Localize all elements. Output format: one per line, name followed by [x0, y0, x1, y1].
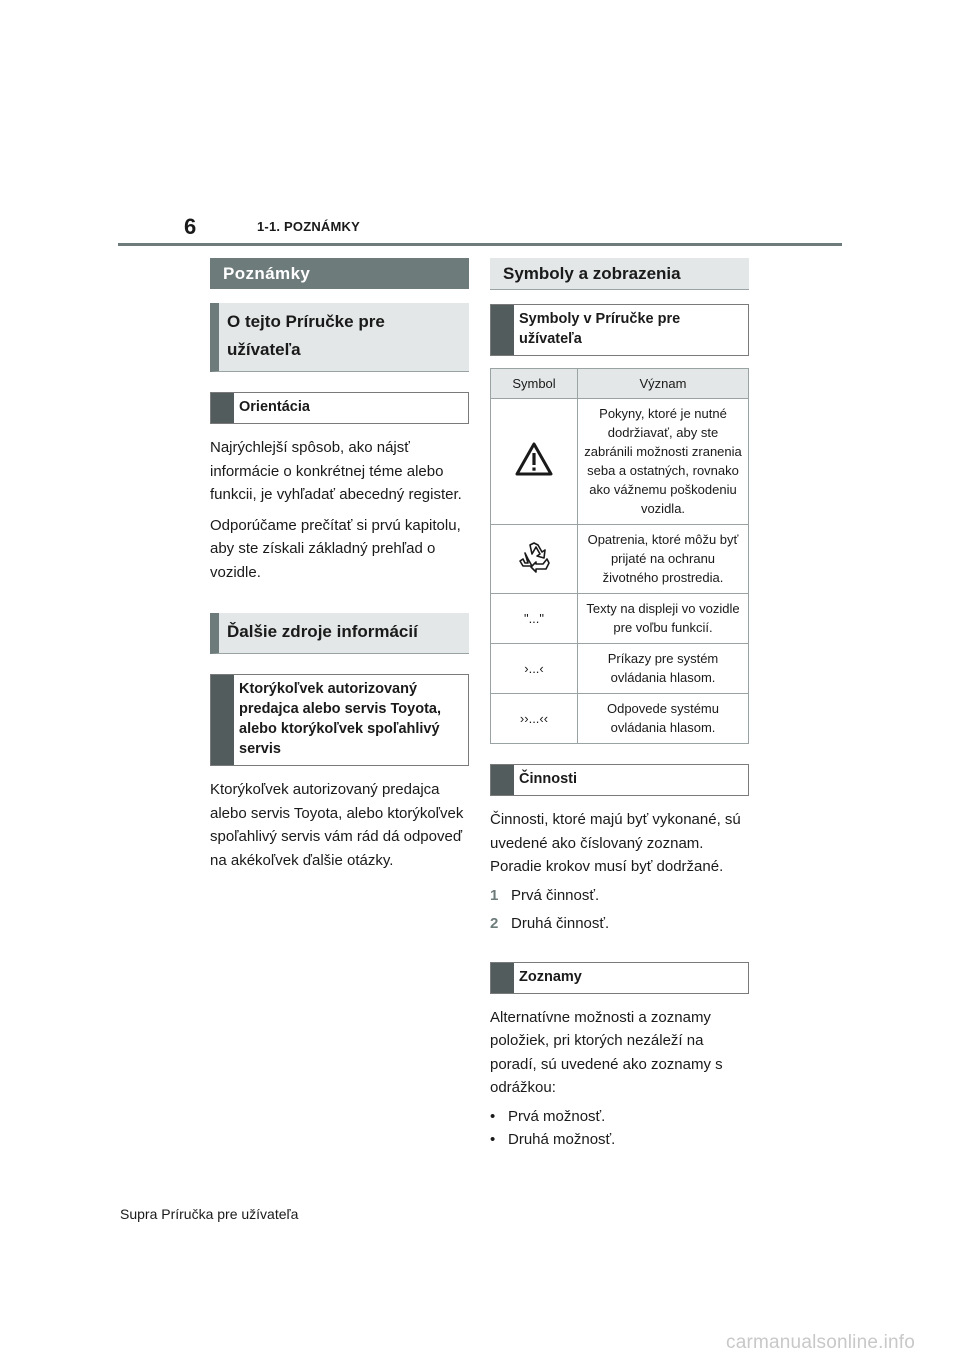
- list-item-text: Druhá možnosť.: [508, 1130, 616, 1148]
- table-row: [491, 399, 749, 525]
- symbols-table: [490, 368, 749, 744]
- right-column: [490, 258, 749, 1151]
- bullet-char: •: [490, 1107, 496, 1125]
- table-header-row: [491, 369, 749, 399]
- table-row: [491, 594, 749, 644]
- topic-bar: [491, 765, 514, 795]
- table-row: [491, 694, 749, 744]
- table-cell-meaning: Opatrenia, ktoré môžu byť prijaté na ochranu životného prostredia.: [578, 525, 749, 594]
- topic-bar: [491, 963, 514, 993]
- section-title-poznamky: Poznámky: [210, 258, 469, 289]
- step-item: [490, 884, 749, 907]
- left-column: [210, 258, 469, 879]
- table-header-meaning: Význam: [578, 369, 749, 399]
- topic-box-orientation: [210, 392, 469, 424]
- table-cell-symbol: ››...‹‹: [491, 694, 578, 744]
- table-header-symbol: Symbol: [491, 369, 578, 399]
- topic-bar: [211, 675, 234, 765]
- watermark: carmanualsonline.info: [726, 1332, 916, 1353]
- table-row: [491, 644, 749, 694]
- chapter-title: 1-1. POZNÁMKY: [257, 219, 361, 234]
- recycle-icon: [516, 539, 552, 575]
- topic-title: Ktorýkoľvek autorizovaný predajca alebo servis Toyota, alebo ktorýkoľvek spoľahlivý servis: [239, 681, 442, 757]
- topic-title: Symboly v Príručke pre užívateľa: [519, 311, 681, 347]
- topic-bar: [211, 393, 234, 423]
- topic-title: Činnosti: [519, 771, 577, 787]
- topic-box-symbols: [490, 304, 749, 356]
- page-number: 6: [184, 214, 197, 239]
- header-divider: [118, 243, 842, 246]
- topic-bar: [491, 305, 514, 355]
- topic-box-actions: [490, 764, 749, 796]
- bullet-char: •: [490, 1130, 496, 1148]
- step-item: [490, 912, 749, 935]
- warning-triangle-icon: [515, 442, 553, 476]
- table-cell-symbol: ›...‹: [491, 644, 578, 694]
- table-row: [491, 525, 749, 594]
- topic-title: Orientácia: [239, 399, 310, 415]
- paragraph: Odporúčame prečítať si prvú kapitolu, aby ste získali základný prehľad o vozidle.: [210, 516, 461, 581]
- paragraph: Ktorýkoľvek autorizovaný predajca alebo servis Toyota, alebo ktorýkoľvek spoľahlivý servis vám rád dá odpoveď na akékoľvek ďalšie otázky.: [210, 781, 464, 869]
- footer-title: Supra Príručka pre užívateľa: [120, 1206, 299, 1222]
- list-item-text: Prvá možnosť.: [508, 1107, 606, 1125]
- paragraph: Činnosti, ktoré majú byť vykonané, sú uvedené ako číslovaný zoznam. Poradie krokov musí byť dodržané.: [490, 811, 741, 875]
- section-title-symboly: Symboly a zobrazenia: [490, 258, 749, 290]
- step-text: Druhá činnosť.: [511, 914, 610, 932]
- subsection-title-prirucka: O tejto Príručke pre užívateľa: [210, 303, 469, 372]
- subsection-title-zdroje: Ďalšie zdroje informácií: [210, 613, 469, 654]
- step-number: 1: [490, 886, 499, 904]
- topic-box-dealer: [210, 674, 469, 766]
- table-cell-symbol: [491, 525, 578, 594]
- table-cell-symbol: [491, 399, 578, 525]
- table-cell-meaning: Príkazy pre systém ovládania hlasom.: [578, 644, 749, 694]
- step-text: Prvá činnosť.: [511, 886, 600, 904]
- table-cell-symbol: "...": [491, 594, 578, 644]
- table-cell-meaning: Texty na displeji vo vozidle pre voľbu funkcií.: [578, 594, 749, 644]
- topic-title: Zoznamy: [519, 968, 582, 985]
- paragraph: Alternatívne možnosti a zoznamy položiek, pri ktorých nezáleží na poradí, sú uvedené ako zoznamy s odrážkou:: [490, 1008, 723, 1096]
- list-item: [490, 1128, 749, 1151]
- list-item: [490, 1105, 749, 1128]
- step-number: 2: [490, 914, 499, 932]
- paragraph: Najrýchlejší spôsob, ako nájsť informácie o konkrétnej téme alebo funkcii, je vyhľadať abecedný register.: [210, 439, 462, 503]
- table-cell-meaning: Pokyny, ktoré je nutné dodržiavať, aby ste zabránili možnosti zranenia seba a ostatných, rovnako ako vážnemu poškodeniu vozidla.: [578, 399, 749, 525]
- table-cell-meaning: Odpovede systému ovládania hlasom.: [578, 694, 749, 744]
- topic-box-lists: [490, 962, 749, 994]
